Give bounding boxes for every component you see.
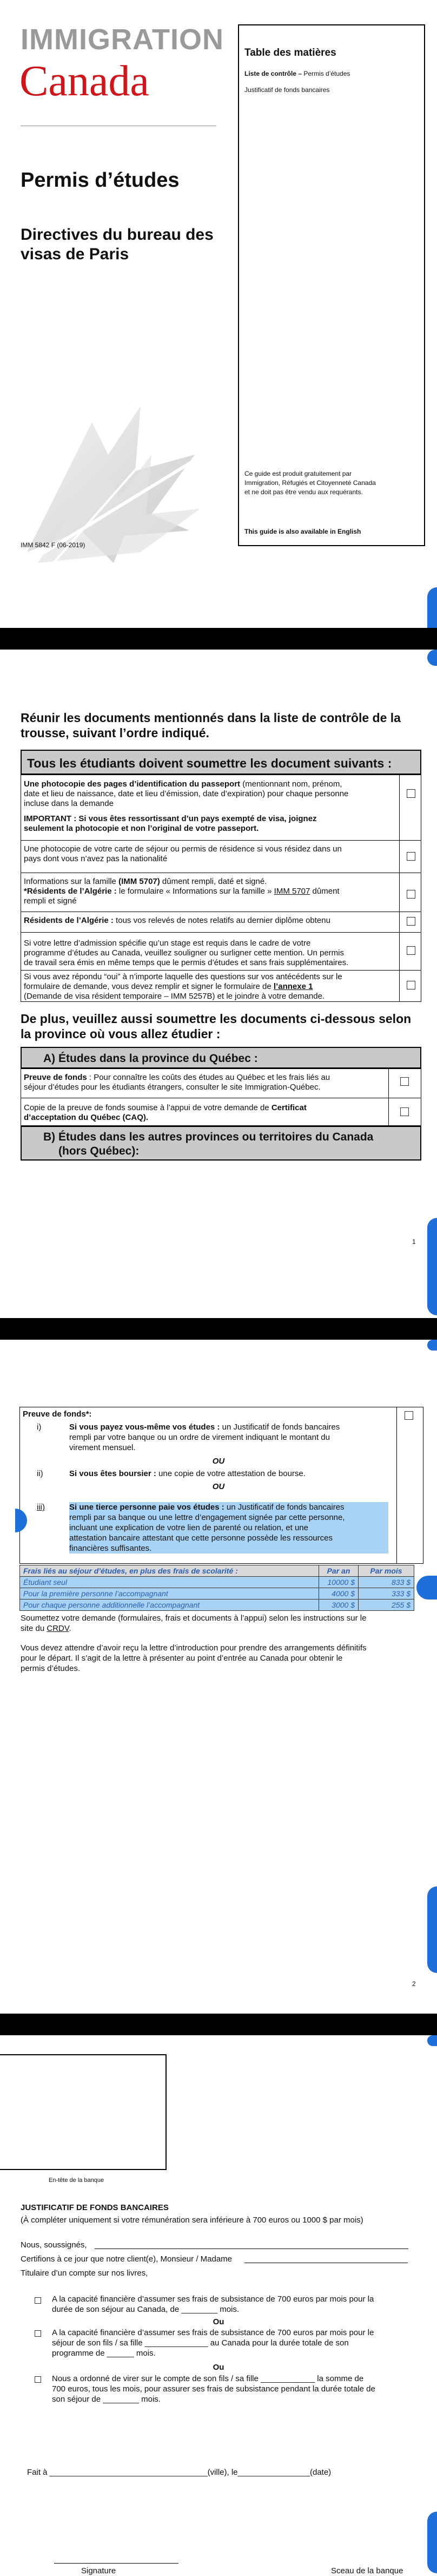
checkbox[interactable]: [400, 1107, 409, 1116]
undersigned-label: Nous, soussignés,: [21, 2240, 87, 2250]
annexe-1-link[interactable]: l’annexe 1: [273, 982, 313, 991]
list-item: [24, 916, 397, 926]
toc-note: [244, 469, 376, 497]
row5-line-2: programme d’études au Canada, veuillez souligner ou surligner cette mention. Un permis: [24, 948, 344, 958]
checkbox[interactable]: [35, 2297, 41, 2304]
row3-algeria-end: dûment: [310, 887, 340, 896]
row4-bold: Résidents de l’Algérie :: [24, 916, 114, 925]
checkbox[interactable]: [35, 2330, 41, 2337]
para2-line-1: Vous devez attendre d’avoir reçu la lettre d’introduction pour prendre des arrangements définitifs: [21, 1643, 367, 1653]
blue-side-tab: [427, 2035, 437, 2046]
fees-year: 10000 $: [319, 1577, 359, 1588]
option1-line-2: durée de son séjour au Canada, de ________ mois.: [52, 2305, 240, 2314]
option-iii-line-2: rempli par sa banque ou une lettre d’engagement signée par cette personne,: [69, 1512, 388, 1523]
qc-row1-line-2: séjour d’études pour les étudiants étrangers, consulter le site Immigration-Québec.: [24, 1083, 321, 1092]
checkbox[interactable]: [407, 981, 415, 989]
list-item: [24, 877, 397, 906]
toc-item-checklist[interactable]: [244, 70, 350, 77]
checklist-page: [0, 650, 437, 1318]
signature-line[interactable]: [54, 2563, 178, 2564]
or-separator: Ou: [213, 2363, 224, 2372]
or-separator: OU: [212, 1457, 225, 1466]
option-ii: [69, 1469, 394, 1479]
bank-seal-label: Sceau de la banque: [331, 2566, 403, 2575]
para1-line-2: site du: [21, 1624, 47, 1633]
toc-item-checklist-rest: Permis d’études: [302, 70, 350, 77]
option2-line-2: séjour de son fils / sa fille ______________ au Canada pour la durée totale de son: [52, 2338, 349, 2348]
letterhead-caption: En-tête de la banque: [49, 2177, 104, 2184]
page-3: [0, 2035, 437, 2573]
crdv-link[interactable]: CRDV: [47, 1624, 69, 1633]
fees-month: 333 $: [359, 1588, 414, 1600]
brand-canada: Canada: [19, 57, 149, 105]
quebec-header: A) Études dans la province du Québec :: [21, 1047, 421, 1069]
holder-label: Titulaire d’un compte sur nos livres,: [21, 2269, 148, 2278]
row2-line-1: Une photocopie de votre carte de séjour ou permis de résidence si vous résidez dans un: [24, 844, 342, 854]
signature-label: Signature: [81, 2566, 116, 2575]
row3-b: dûment rempli, daté et signé.: [160, 877, 267, 886]
row5-line-3: de travail sera émis en même temps que le permis d’études et sans frais supplémentaires.: [24, 958, 349, 967]
subtitle-line-2: visas de Paris: [21, 245, 129, 263]
toc-item-checklist-bold: Liste de contrôle –: [244, 70, 302, 77]
option-iii-line-5: financières suffisantes.: [69, 1543, 388, 1554]
option-ii-rest: une copie de votre attestation de bourse.: [156, 1469, 306, 1478]
departure-paragraph: [21, 1643, 421, 1674]
checkbox[interactable]: [407, 917, 415, 926]
option-3: [52, 2374, 409, 2404]
list-item: [24, 1103, 381, 1123]
province-heading-line-1: De plus, veuillez aussi soumettre les documents ci-dessous selon: [21, 1012, 412, 1026]
page-separator: [0, 2014, 437, 2035]
fees-year: 4000 $: [319, 1588, 359, 1600]
qc-row2-a: Copie de la preuve de fonds soumise à l’appui de votre demande de: [24, 1103, 272, 1112]
option-iii-label-text: iii): [37, 1503, 45, 1512]
row-divider: [21, 932, 421, 933]
page-number: 2: [412, 1980, 416, 1988]
row1-line-3: incluse dans la demande: [24, 799, 114, 808]
list-item: [24, 939, 397, 968]
list-item: [24, 779, 397, 834]
checkbox[interactable]: [35, 2376, 41, 2383]
or-separator: Ou: [213, 2317, 224, 2326]
intro-line-1: Réunir les documents mentionnés dans la liste de contrôle de la: [21, 711, 401, 725]
other-provinces-header: [21, 1126, 421, 1161]
toc-note-line-2: Immigration, Réfugiés et Citoyenneté Canada: [244, 479, 376, 487]
option-i-bold: Si vous payez vous-même vos études :: [69, 1423, 220, 1432]
page-number: 1: [412, 1238, 416, 1246]
checkbox[interactable]: [400, 1077, 409, 1086]
row1-bold: Une photocopie des pages d’identification du passeport: [24, 779, 241, 789]
option-i-rest: un Justificatif de fonds bancaires: [220, 1423, 340, 1432]
funds-form-subtitle: (À compléter uniquement si votre rémunération sera inférieure à 700 euros ou 1000 $ par mois): [21, 2216, 363, 2225]
option-iii-line-4: attestation bancaire attestant que cette personne possède les ressources: [69, 1533, 388, 1543]
option-2: [52, 2328, 409, 2358]
row1-important-2: seulement la photocopie et non l’original de votre passeport.: [24, 824, 259, 833]
fees-month: 255 $: [359, 1600, 414, 1611]
province-heading: [21, 1011, 411, 1041]
table-row: [20, 1588, 414, 1600]
done-at-field[interactable]: Fait à ___________________________________(ville), le________________(date): [27, 2468, 332, 2477]
fees-header-month: Par mois: [359, 1565, 414, 1577]
option-i-line-2: rempli par votre banque ou un ordre de virement indiquant le montant du: [69, 1433, 330, 1442]
submission-paragraph: [21, 1613, 421, 1634]
table-of-contents: [238, 24, 425, 546]
form-code: IMM 5842 F (06-2019): [21, 541, 85, 549]
imm5707-link[interactable]: IMM 5707: [274, 887, 310, 896]
fees-label: Pour la première personne l’accompagnant: [20, 1588, 319, 1600]
qc-row2-line-2: d’acceptation du Québec (CAQ).: [24, 1113, 149, 1122]
proof-title: Preuve de fonds*:: [23, 1410, 92, 1419]
blue-side-tab: [427, 650, 437, 666]
checkbox[interactable]: [407, 789, 415, 798]
toc-item-funds[interactable]: Justificatif de fonds bancaires: [244, 86, 330, 94]
option3-line-2: 700 euros, tous les mois, pour assurer ses frais de subsistance pendant la durée totale de: [52, 2384, 375, 2394]
fees-label: Pour chaque personne additionnelle l’accompagnant: [20, 1600, 319, 1611]
bank-letterhead-box: [0, 2054, 167, 2170]
checkbox[interactable]: [407, 852, 415, 861]
option-iii-line-3: incluant une explication de votre lien de parenté ou relation, et une: [69, 1523, 388, 1533]
table-row: [20, 1600, 414, 1611]
row3-algeria-bold: *Résidents de l’Algérie :: [24, 887, 117, 896]
row3-bold: (IMM 5707): [118, 877, 160, 886]
checkbox[interactable]: [405, 1411, 413, 1420]
fees-label: Étudiant seul: [20, 1577, 319, 1588]
row3-line-3: rempli et signé: [24, 896, 77, 906]
option3-line-1: Nous a ordonné de virer sur le compte de son fils / sa fille ____________ la somme de: [52, 2374, 364, 2383]
row1-line-2: date et lieu de naissance, date et lieu d’émission, date d’expiration) pour chaque personne: [24, 789, 349, 798]
list-item: [24, 972, 397, 1001]
page-title: Permis d’études: [21, 169, 180, 192]
row-divider: [21, 970, 421, 971]
option-i-line-3: virement mensuel.: [69, 1443, 136, 1452]
row4-rest: tous vos relevés de notes relatifs au dernier diplôme obtenu: [113, 916, 330, 925]
option-iii-bold: Si une tierce personne paie vos études :: [69, 1503, 224, 1512]
row2-line-2: pays dont vous n’avez pas la nationalité: [24, 854, 168, 863]
fees-month: 833 $: [359, 1577, 414, 1588]
funds-form-title: JUSTIFICATIF DE FONDS BANCAIRES: [21, 2203, 169, 2212]
option-i-label: i): [37, 1423, 42, 1432]
option-i: [69, 1422, 394, 1453]
row1-important-1: IMPORTANT : Si vous êtes ressortissant d’un pays exempté de visa, joignez: [24, 814, 317, 823]
toc-title: Table des matières: [244, 47, 336, 58]
fees-year: 3000 $: [319, 1600, 359, 1611]
row6-line-1: Si vous avez répondu “oui” à n’importe laquelle des questions sur vos antécédents sur le: [24, 972, 342, 981]
blue-side-tab: [427, 2512, 437, 2573]
row6-line-2: formulaire de demande, vous devez remplir et signer le formulaire de: [24, 982, 274, 991]
row5-line-1: Si votre lettre d’admission spécifie qu’un stage est requis dans le cadre de votre: [24, 939, 311, 948]
list-item: [24, 844, 397, 864]
page-separator: [0, 628, 437, 650]
qc-row1-rest: : Pour connaître les coûts des études au Québec et les frais liés au: [87, 1073, 330, 1082]
para2-line-3: permis d’études.: [21, 1664, 81, 1673]
list-item: [24, 1073, 381, 1092]
province-heading-line-2: la province où vous allez étudier :: [21, 1027, 221, 1041]
para1-line-1: Soumettez votre demande (formulaires, frais et documents à l’appui) selon les instructions sur le: [21, 1614, 367, 1623]
toc-note-line-1: Ce guide est produit gratuitement par: [244, 470, 352, 477]
checkbox-column-divider: [399, 775, 400, 1002]
table-row: [20, 1577, 414, 1588]
option-iii: [69, 1502, 388, 1554]
row6-line-3: (Demande de visa résident temporaire – IMM 5257B) et le joindre à votre demande.: [24, 992, 325, 1001]
row-divider: [21, 840, 421, 841]
option-ii-label: ii): [37, 1469, 43, 1478]
option-1: [52, 2294, 409, 2315]
fees-header-label: Frais liés au séjour d’études, en plus des frais de scolarité :: [20, 1565, 319, 1577]
page-2: [0, 1340, 437, 1973]
brand-immigration: IMMIGRATION: [21, 23, 224, 56]
option1-line-1: A la capacité financière d’assumer ses frais de subsistance de 700 euros par mois pour la: [52, 2295, 374, 2304]
other-header-line-2: (hors Québec):: [58, 1145, 140, 1157]
para2-line-2: pour le départ. Il s’agit de la lettre à présenter au point d’entrée au Canada pour obtenir le: [21, 1654, 343, 1663]
fees-header-year: Par an: [319, 1565, 359, 1577]
blue-side-tab: [427, 1340, 437, 1351]
cover-subtitle: [21, 225, 214, 264]
fees-table: [19, 1565, 414, 1611]
other-header-line-1: B) Études dans les autres provinces ou territoires du Canada: [43, 1131, 374, 1143]
row3-a: Informations sur la famille: [24, 877, 119, 886]
option-iii-rest: un Justificatif de fonds bancaires: [224, 1503, 345, 1512]
certify-label: Certifions à ce jour que notre client(e), Monsieur / Madame: [21, 2254, 233, 2264]
all-students-header: Tous les étudiants doivent soumettre les document suivants :: [21, 750, 421, 775]
cover-page: [0, 0, 437, 636]
subtitle-line-1: Directives du bureau des: [21, 226, 214, 244]
checkbox[interactable]: [407, 890, 415, 899]
or-separator: OU: [212, 1482, 225, 1491]
blue-side-tab: [427, 1886, 437, 1973]
para1-period: .: [69, 1624, 71, 1633]
page-separator: [0, 1318, 437, 1340]
checkbox-column-divider: [388, 1069, 389, 1126]
toc-english-note: This guide is also available in English: [244, 528, 361, 535]
blue-marker: [416, 1576, 437, 1600]
qc-row1-bold: Preuve de fonds: [24, 1073, 87, 1082]
option-iii-label: [37, 1502, 45, 1512]
blue-side-tab: [427, 1218, 437, 1315]
option2-line-1: A la capacité financière d’assumer ses frais de subsistance de 700 euros par mois pour le: [52, 2328, 374, 2337]
option3-line-3: son séjour de ________ mois.: [52, 2395, 161, 2404]
checklist-intro: [21, 710, 401, 740]
intro-line-2: trousse, suivant l’ordre indiqué.: [21, 726, 209, 740]
qc-row2-bold: Certificat: [271, 1103, 307, 1112]
option-ii-bold: Si vous êtes boursier :: [69, 1469, 156, 1478]
option2-line-3: programme de ______ mois.: [52, 2349, 156, 2358]
row1-rest: (mentionnant nom, prénom,: [240, 779, 342, 789]
checkbox[interactable]: [407, 946, 415, 955]
toc-note-line-3: et ne doit pas être vendu aux requérants.: [244, 488, 363, 496]
row3-algeria-text: le formulaire « Informations sur la famille »: [116, 887, 274, 896]
table-header-row: [20, 1565, 414, 1577]
